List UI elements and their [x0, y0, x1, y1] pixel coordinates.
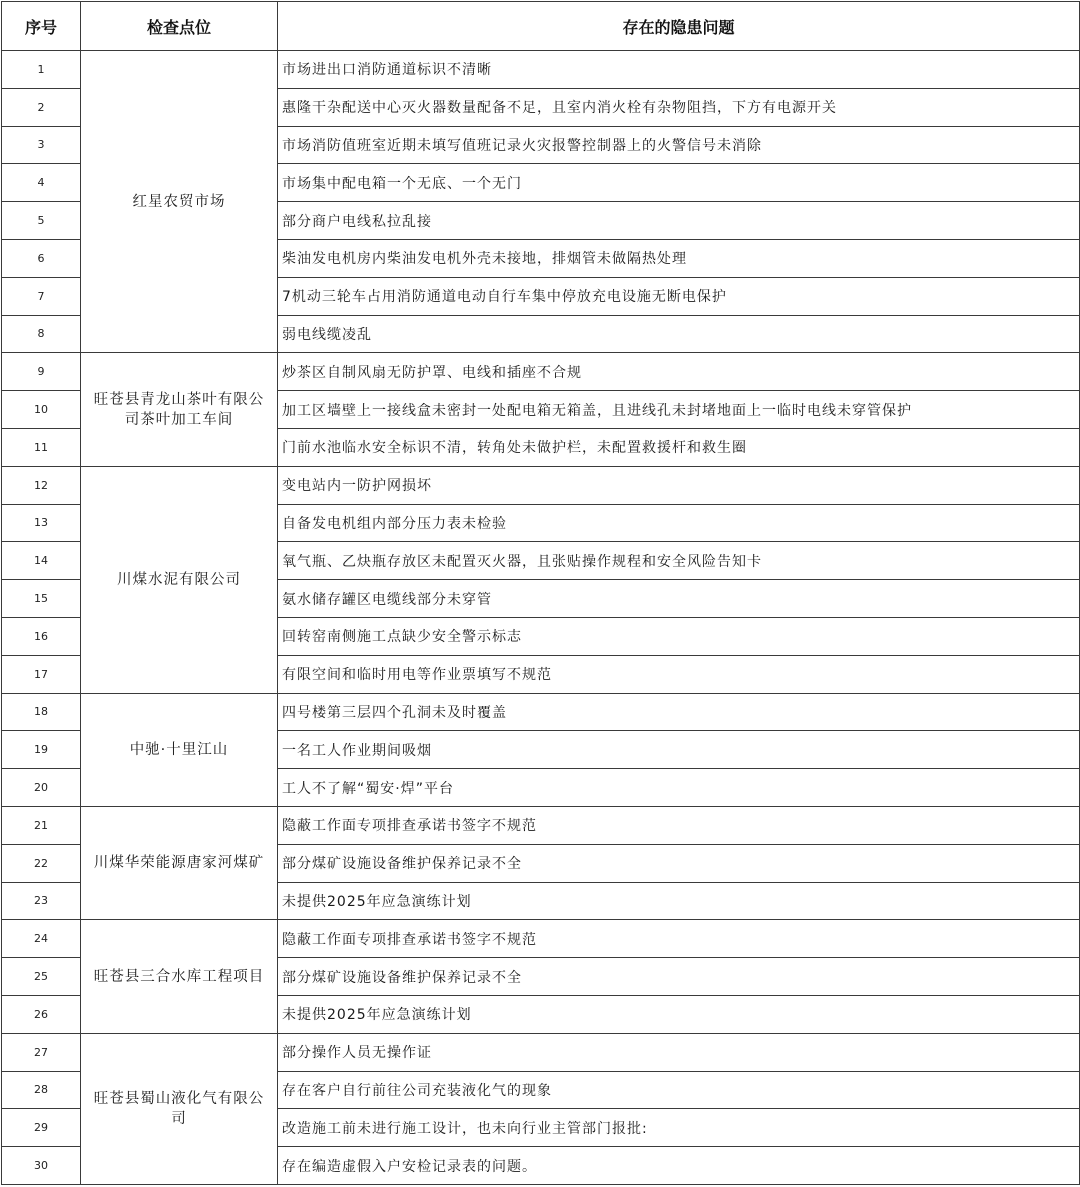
hazard-issue: 隐蔽工作面专项排查承诺书签字不规范 — [278, 920, 1080, 958]
hazard-issue: 有限空间和临时用电等作业票填写不规范 — [278, 655, 1080, 693]
hazard-issue: 门前水池临水安全标识不清，转角处未做护栏，未配置救援杆和救生圈 — [278, 428, 1080, 466]
hazard-issue: 四号楼第三层四个孔洞未及时覆盖 — [278, 693, 1080, 731]
inspection-site: 旺苍县蜀山液化气有限公司 — [81, 1033, 278, 1184]
column-header-index: 序号 — [2, 2, 81, 51]
column-header-issue: 存在的隐患问题 — [278, 2, 1080, 51]
row-number: 9 — [2, 353, 81, 391]
inspection-site: 川煤水泥有限公司 — [81, 466, 278, 693]
row-number: 17 — [2, 655, 81, 693]
hazard-issue: 弱电线缆凌乱 — [278, 315, 1080, 353]
hazard-table — [1, 1, 1080, 1185]
row-number: 27 — [2, 1033, 81, 1071]
row-number: 1 — [2, 51, 81, 89]
hazard-issue: 炒茶区自制风扇无防护罩、电线和插座不合规 — [278, 353, 1080, 391]
hazard-issue: 未提供2025年应急演练计划 — [278, 882, 1080, 920]
row-number: 7 — [2, 277, 81, 315]
hazard-issue: 7机动三轮车占用消防通道电动自行车集中停放充电设施无断电保护 — [278, 277, 1080, 315]
row-number: 23 — [2, 882, 81, 920]
row-number: 2 — [2, 88, 81, 126]
row-number: 30 — [2, 1147, 81, 1185]
hazard-issue: 存在编造虚假入户安检记录表的问题。 — [278, 1147, 1080, 1185]
row-number: 5 — [2, 202, 81, 240]
row-number: 16 — [2, 617, 81, 655]
row-number: 25 — [2, 958, 81, 996]
inspection-site: 旺苍县青龙山茶叶有限公司茶叶加工车间 — [81, 353, 278, 466]
hazard-issue: 工人不了解“蜀安·焊”平台 — [278, 769, 1080, 807]
row-number: 8 — [2, 315, 81, 353]
row-number: 28 — [2, 1071, 81, 1109]
row-number: 29 — [2, 1109, 81, 1147]
row-number: 10 — [2, 391, 81, 429]
hazard-issue: 部分煤矿设施设备维护保养记录不全 — [278, 844, 1080, 882]
inspection-site: 旺苍县三合水库工程项目 — [81, 920, 278, 1033]
hazard-issue: 氨水储存罐区电缆线部分未穿管 — [278, 580, 1080, 618]
hazard-issue: 部分煤矿设施设备维护保养记录不全 — [278, 958, 1080, 996]
column-header-site: 检查点位 — [81, 2, 278, 51]
row-number: 22 — [2, 844, 81, 882]
hazard-issue: 存在客户自行前往公司充装液化气的现象 — [278, 1071, 1080, 1109]
hazard-issue: 加工区墙壁上一接线盒未密封一处配电箱无箱盖，且进线孔未封堵地面上一临时电线未穿管保护 — [278, 391, 1080, 429]
table-row — [2, 693, 1080, 731]
table-header-row — [2, 2, 1080, 51]
hazard-issue: 变电站内一防护网损坏 — [278, 466, 1080, 504]
hazard-issue: 隐蔽工作面专项排查承诺书签字不规范 — [278, 806, 1080, 844]
hazard-issue: 一名工人作业期间吸烟 — [278, 731, 1080, 769]
hazard-issue: 改造施工前未进行施工设计，也未向行业主管部门报批: — [278, 1109, 1080, 1147]
row-number: 20 — [2, 769, 81, 807]
table-row — [2, 806, 1080, 844]
row-number: 15 — [2, 580, 81, 618]
table-row — [2, 466, 1080, 504]
row-number: 21 — [2, 806, 81, 844]
hazard-issue: 部分操作人员无操作证 — [278, 1033, 1080, 1071]
hazard-issue: 回转窑南侧施工点缺少安全警示标志 — [278, 617, 1080, 655]
table-row — [2, 353, 1080, 391]
hazard-issue: 氧气瓶、乙炔瓶存放区未配置灭火器，且张贴操作规程和安全风险告知卡 — [278, 542, 1080, 580]
hazard-issue: 市场集中配电箱一个无底、一个无门 — [278, 164, 1080, 202]
row-number: 19 — [2, 731, 81, 769]
inspection-site: 红星农贸市场 — [81, 51, 278, 353]
inspection-site: 中驰·十里江山 — [81, 693, 278, 806]
hazard-issue: 惠隆干杂配送中心灭火器数量配备不足，且室内消火栓有杂物阻挡，下方有电源开关 — [278, 88, 1080, 126]
row-number: 12 — [2, 466, 81, 504]
row-number: 11 — [2, 428, 81, 466]
table-row — [2, 920, 1080, 958]
hazard-issue: 部分商户电线私拉乱接 — [278, 202, 1080, 240]
row-number: 3 — [2, 126, 81, 164]
row-number: 4 — [2, 164, 81, 202]
table-row — [2, 1033, 1080, 1071]
row-number: 13 — [2, 504, 81, 542]
hazard-issue: 柴油发电机房内柴油发电机外壳未接地，排烟管未做隔热处理 — [278, 239, 1080, 277]
hazard-issue: 市场进出口消防通道标识不清晰 — [278, 51, 1080, 89]
hazard-issue: 未提供2025年应急演练计划 — [278, 995, 1080, 1033]
row-number: 14 — [2, 542, 81, 580]
row-number: 6 — [2, 239, 81, 277]
table-body — [2, 51, 1080, 1185]
row-number: 26 — [2, 995, 81, 1033]
hazard-issue: 市场消防值班室近期未填写值班记录火灾报警控制器上的火警信号未消除 — [278, 126, 1080, 164]
row-number: 18 — [2, 693, 81, 731]
inspection-site: 川煤华荣能源唐家河煤矿 — [81, 806, 278, 919]
hazard-issue: 自备发电机组内部分压力表未检验 — [278, 504, 1080, 542]
table-row — [2, 51, 1080, 89]
row-number: 24 — [2, 920, 81, 958]
